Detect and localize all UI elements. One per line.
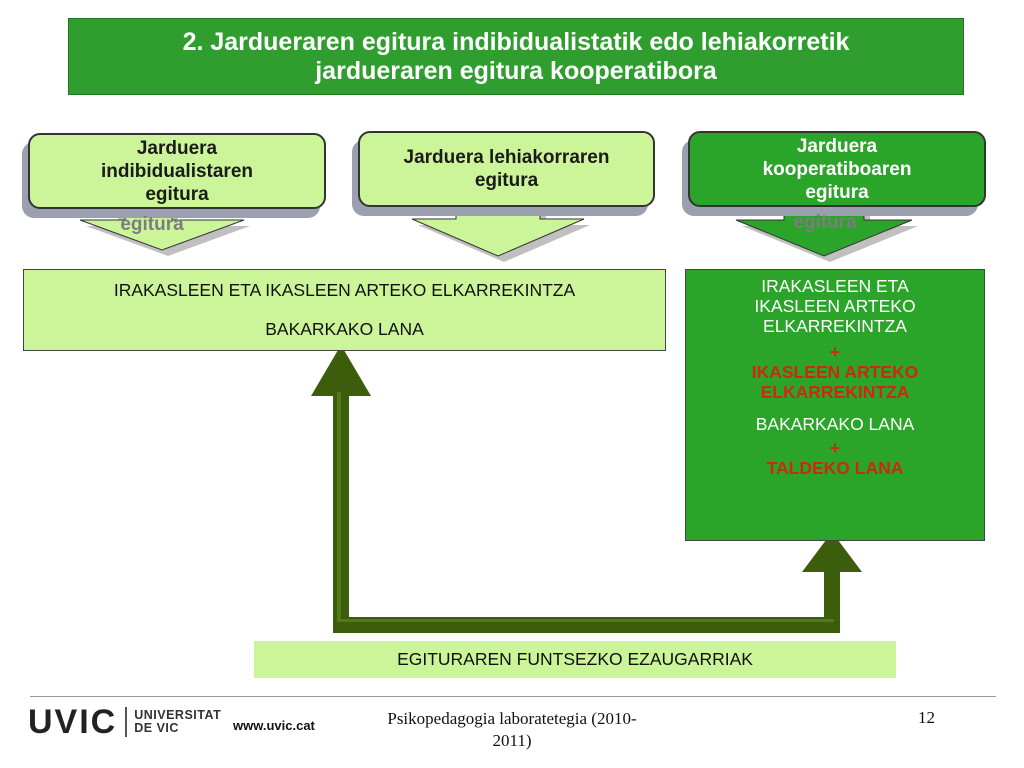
page-number: 12 bbox=[918, 708, 935, 727]
right-box-plus-2: + bbox=[829, 438, 841, 458]
title-line-1: 2. Jardueraren egitura indibidualistatik edo lehiakorretik bbox=[182, 27, 850, 56]
pill-individualist-line-2: indibidualistaren bbox=[100, 160, 254, 182]
logo-uvic-wordmark: UVIC bbox=[28, 702, 118, 741]
title-line-2: jardueraren egitura kooperatibora bbox=[315, 56, 717, 85]
footer-course bbox=[352, 708, 672, 752]
left-box-line-1: IRAKASLEEN ETA IKASLEEN ARTEKO ELKARREKINTZA bbox=[113, 280, 576, 300]
right-box-red-3: TALDEKO LANA bbox=[766, 458, 904, 478]
right-box-plus-1: + bbox=[829, 342, 841, 362]
left-box bbox=[23, 269, 666, 351]
pill-competitive bbox=[358, 131, 655, 207]
right-box-line-3: ELKARREKINTZA bbox=[763, 316, 907, 336]
right-box-red-1: IKASLEEN ARTEKO bbox=[751, 362, 919, 382]
right-box bbox=[685, 269, 985, 541]
pill-cooperative bbox=[688, 131, 986, 207]
right-box-red-2: ELKARREKINTZA bbox=[760, 382, 910, 402]
pill-cooperative-line-3: egitura bbox=[805, 181, 869, 203]
footer-course-line-2: 2011) bbox=[492, 731, 532, 750]
pill-individualist-line-3: egitura bbox=[145, 183, 209, 205]
uvic-logo bbox=[28, 702, 221, 742]
footer-course-line-1: Psikopedagogia laboratetegia (2010- bbox=[387, 709, 637, 728]
bottom-box bbox=[254, 641, 896, 678]
ghost-label-individualist: egitura bbox=[120, 214, 184, 235]
logo-separator bbox=[125, 707, 127, 737]
logo-universitat: UNIVERSITAT bbox=[134, 708, 222, 722]
footer-url-link[interactable]: www.uvic.cat bbox=[233, 718, 315, 733]
right-box-line-2: IKASLEEN ARTEKO bbox=[754, 296, 916, 316]
pill-competitive-line-1: Jarduera lehiakorraren bbox=[403, 147, 610, 168]
pill-cooperative-line-1: Jarduera bbox=[796, 135, 878, 157]
right-box-line-4: BAKARKAKO LANA bbox=[755, 414, 915, 434]
left-box-line-2: BAKARKAKO LANA bbox=[265, 319, 424, 339]
pill-cooperative-line-2: kooperatiboaren bbox=[762, 158, 912, 180]
ghost-label-cooperative: egitura bbox=[793, 212, 857, 233]
pill-individualist bbox=[28, 133, 326, 209]
logo-de-vic: DE VIC bbox=[134, 721, 179, 735]
right-box-line-1: IRAKASLEEN ETA bbox=[761, 276, 909, 296]
bottom-box-label: EGITURAREN FUNTSEZKO EZAUGARRIAK bbox=[397, 649, 753, 669]
footer-divider bbox=[30, 696, 996, 697]
pill-competitive-line-2: egitura bbox=[474, 170, 539, 191]
pill-individualist-line-1: Jarduera bbox=[136, 137, 218, 159]
